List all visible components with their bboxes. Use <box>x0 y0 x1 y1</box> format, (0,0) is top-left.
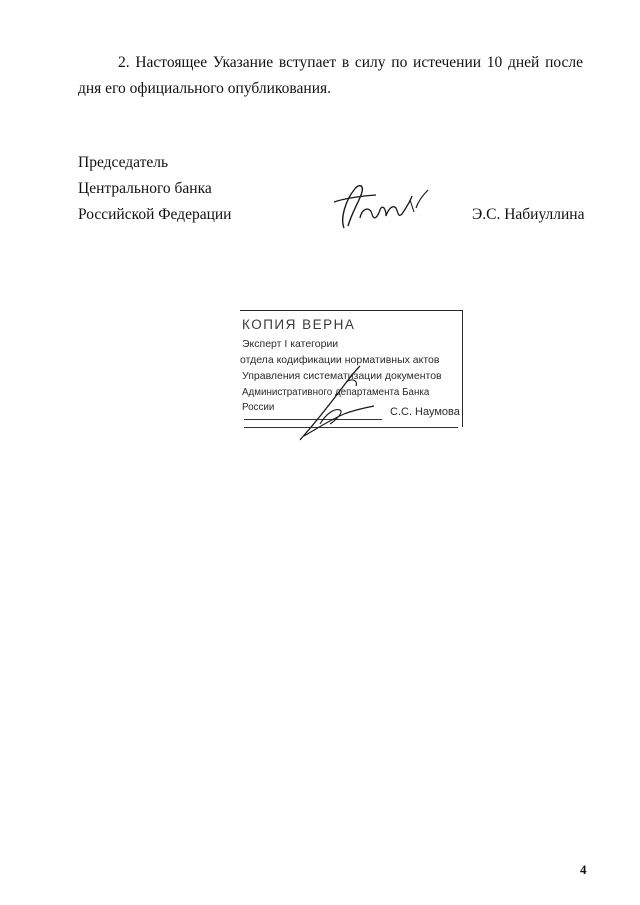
stamp-line1: Эксперт I категории <box>242 338 339 350</box>
signatory-title-line1: Председатель <box>78 154 169 171</box>
signatory-title-line2: Центрального банка <box>78 180 212 197</box>
signatory-title <box>78 150 231 228</box>
page-number: 4 <box>580 862 587 877</box>
stamp-title: КОПИЯ ВЕРНА <box>242 317 356 332</box>
signatory-name: Э.С. Набиуллина <box>472 206 585 223</box>
handwritten-signature <box>326 178 436 234</box>
stamp-line4: Административного департамента Банка России <box>242 387 430 413</box>
stamp-name: С.С. Наумова <box>390 406 460 418</box>
stamp-line3: Управления систематизации документов <box>242 370 442 382</box>
body-paragraph: 2. Настоящее Указание вступает в силу по истечении 10 дней после дня его официального опубликования. <box>78 54 583 97</box>
stamp-line2: отдела кодификации нормативных актов <box>240 354 440 366</box>
stamp-handwritten-signature <box>290 358 380 448</box>
signatory-title-line3: Российской Федерации <box>78 206 232 223</box>
